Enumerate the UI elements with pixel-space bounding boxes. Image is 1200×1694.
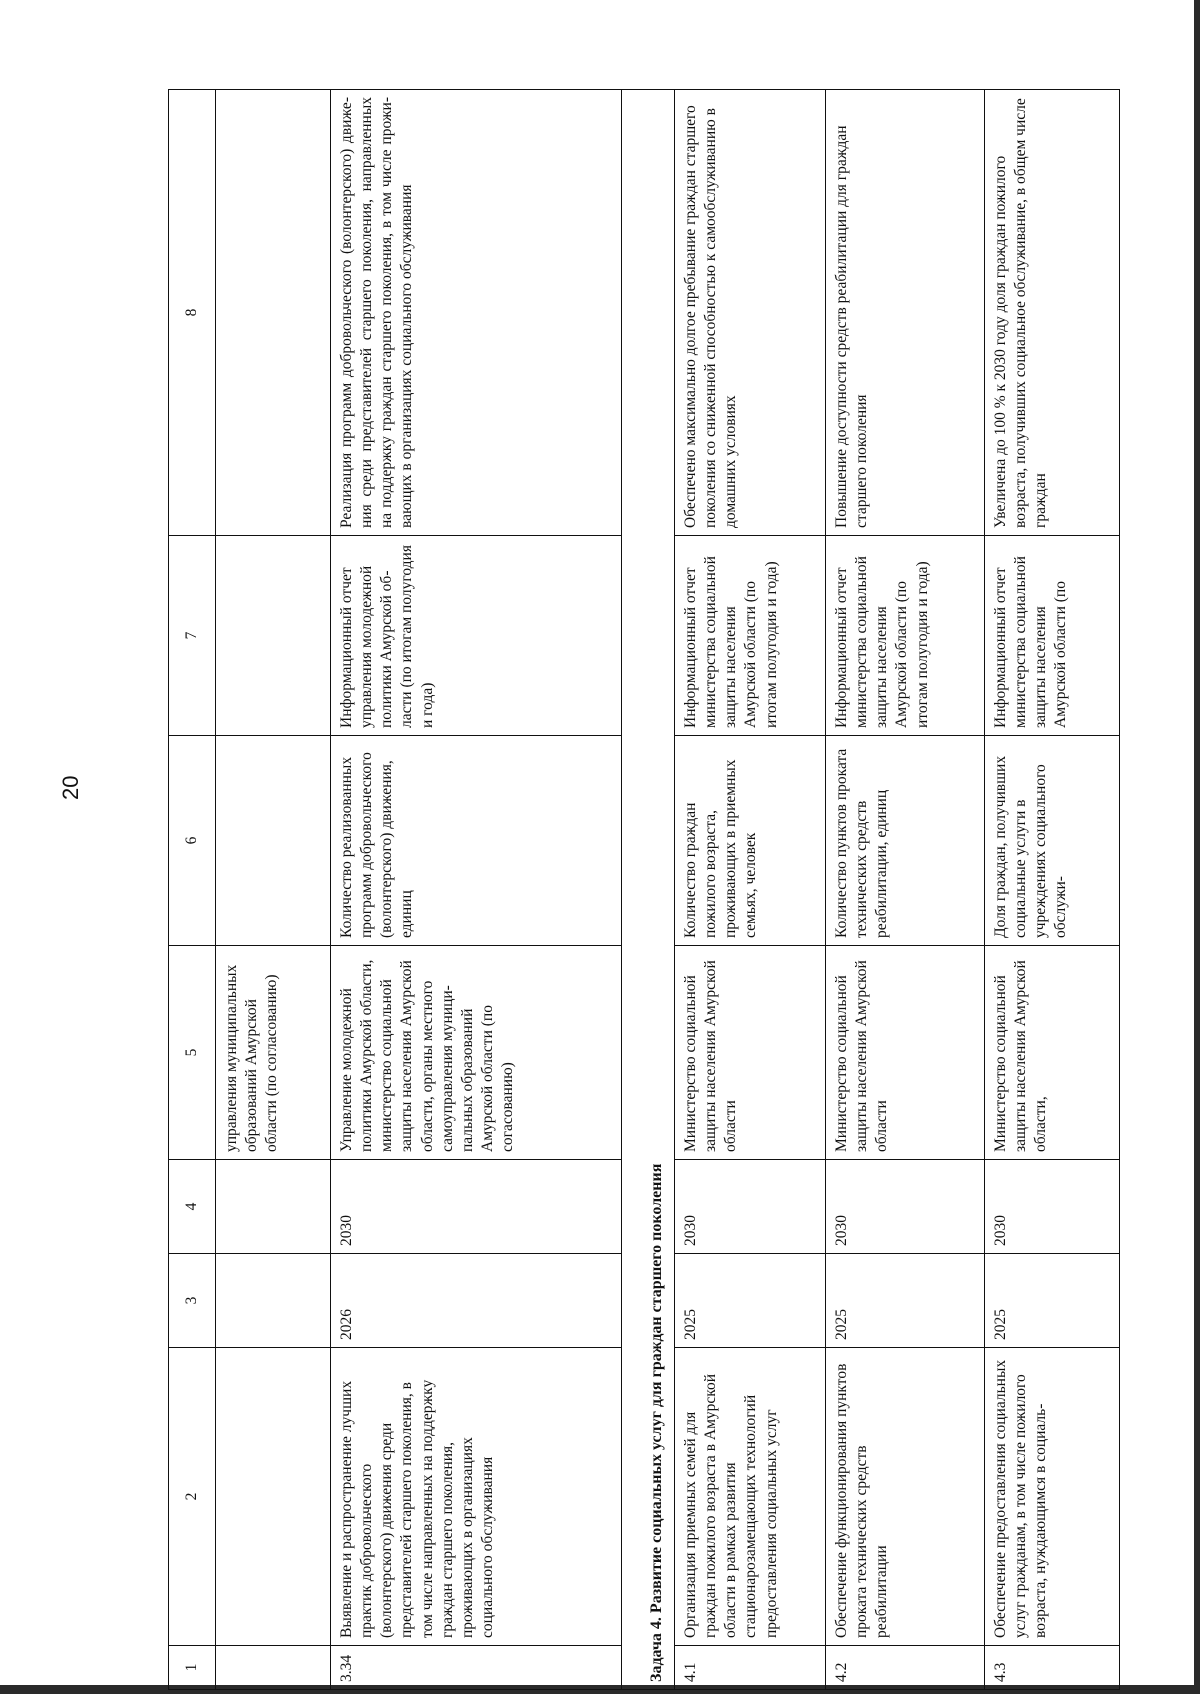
cell-executor: Министерство социальной защиты населения Амурской области, — [985, 946, 1120, 1160]
cell-result: Увеличена до 100 % к 2030 году доля граждан пожилого возраста, получивших социальное обслуживание, в общем числе граждан — [985, 90, 1120, 536]
cell-indicator: Количество реализованных программ добровольческого (волонтерского) движения, единиц — [331, 736, 622, 946]
cell-end-year: 2030 — [331, 1160, 622, 1254]
task-heading: Задача 4. Развитие социальных услуг для граждан старшего поколения — [622, 90, 675, 1690]
cell-start-year — [216, 1254, 331, 1348]
cell-end-year: 2030 — [826, 1160, 985, 1254]
cell-start-year: 2025 — [675, 1254, 826, 1348]
cell-measure: Выявление и распространение лучших практик добровольческого (волонтерского) движения среди представителей старшего поколения, в том числе направленных на поддержку граждан старшего поколения, проживающих в организациях социального обслуживания — [331, 1348, 622, 1646]
table-row-4-2 — [826, 90, 985, 1690]
cell-num — [216, 1646, 331, 1690]
header-cell: 4 — [169, 1160, 216, 1254]
cell-num: 4.3 — [985, 1646, 1120, 1690]
table-row-4-1 — [675, 90, 826, 1690]
cell-num: 4.1 — [675, 1646, 826, 1690]
cell-report: Информационный отчет управления молодежной политики Амурской области (по итогам полугодия и года) — [331, 536, 622, 736]
table-row-4-3 — [985, 90, 1120, 1690]
cell-result: Реализация программ добровольческого (волонтерского) движения среди представителей старшего поколения, направленных на поддержку граждан старшего поколения, в том числе проживающих в организациях социального обслуживания — [331, 90, 622, 536]
header-cell: 3 — [169, 1254, 216, 1348]
cell-executor: Министерство социальной защиты населения Амурской области — [826, 946, 985, 1160]
cell-end-year: 2030 — [675, 1160, 826, 1254]
cell-report: Информационный отчет министерства социальной защиты населения Амурской области (по итогам полугодия и года) — [675, 536, 826, 736]
cell-measure: Обеспечение функционирования пунктов проката технических средств реабилитации — [826, 1348, 985, 1646]
cell-result: Обеспечено максимально долгое пребывание граждан старшего поколения со сниженной способностью к самообслуживанию в домашних условиях — [675, 90, 826, 536]
cell-measure: Организация приемных семей для граждан пожилого возраста в Амурской области в рамках развития стационарозамещающих технологий предоставления социальных услуг — [675, 1348, 826, 1646]
cell-start-year: 2025 — [985, 1254, 1120, 1348]
header-cell: 6 — [169, 736, 216, 946]
cell-indicator: Количество граждан пожилого возраста, проживающих в приемных семьях, человек — [675, 736, 826, 946]
cell-executor: управления муниципальных образований Амурской области (по согласованию) — [216, 946, 331, 1160]
cell-end-year: 2030 — [985, 1160, 1120, 1254]
cell-report: Информационный отчет министерства социальной защиты населения Амурской области (по — [985, 536, 1120, 736]
page-number: 20 — [58, 775, 83, 800]
cell-indicator: Доля граждан, получивших социальные услуги в учреждениях социального обслужи- — [985, 736, 1120, 946]
header-cell: 7 — [169, 536, 216, 736]
scan-edge-right — [1194, 0, 1200, 1694]
cell-result: Повышение доступности средств реабилитации для граждан старшего поколения — [826, 90, 985, 536]
cell-measure: Обеспечение предоставления социальных услуг гражданам, в том числе пожилого возраста, нуждающимся в социаль- — [985, 1348, 1120, 1646]
rotated-sheet — [168, 90, 1088, 1690]
cell-report: Информационный отчет министерства социальной защиты населения Амурской области (по итогам полугодия и года) — [826, 536, 985, 736]
table-row-continuation — [216, 90, 331, 1690]
table-row-3-34 — [331, 90, 622, 1690]
cell-result — [216, 90, 331, 536]
header-cell: 8 — [169, 90, 216, 536]
cell-executor: Управление молодежной политики Амурской области, министерство социальной защиты населения Амурской области, органы местного самоуправления муниципальных образований Амурской области (по согасованию) — [331, 946, 622, 1160]
cell-executor: Министерство социальной защиты населения Амурской области — [675, 946, 826, 1160]
task-heading-row — [622, 90, 675, 1690]
cell-measure — [216, 1348, 331, 1646]
cell-start-year: 2025 — [826, 1254, 985, 1348]
cell-indicator: Количество пунктов проката технических средств реабилитации, единиц — [826, 736, 985, 946]
cell-indicator — [216, 736, 331, 946]
cell-num: 4.2 — [826, 1646, 985, 1690]
cell-end-year — [216, 1160, 331, 1254]
header-cell: 1 — [169, 1646, 216, 1690]
cell-num: 3.34 — [331, 1646, 622, 1690]
header-cell: 2 — [169, 1348, 216, 1646]
header-cell: 5 — [169, 946, 216, 1160]
cell-start-year: 2026 — [331, 1254, 622, 1348]
cell-report — [216, 536, 331, 736]
plan-table — [168, 89, 1120, 1690]
header-row — [169, 90, 216, 1690]
